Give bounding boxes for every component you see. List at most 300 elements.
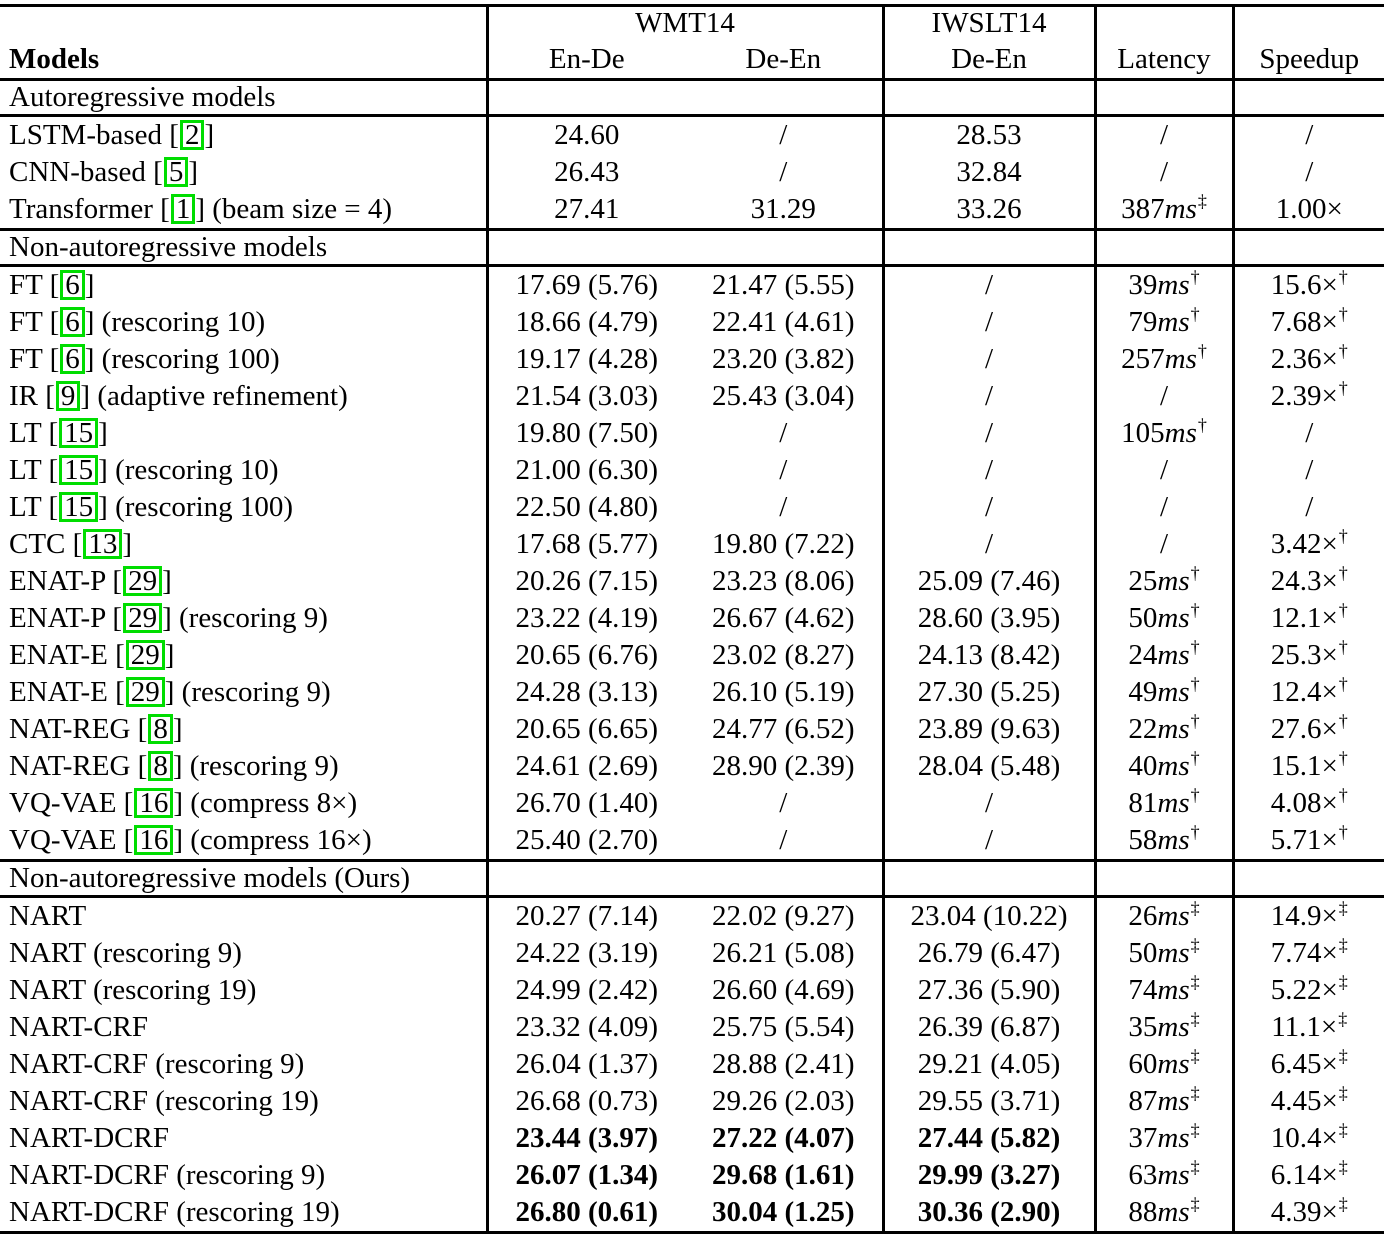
cell-model-name: VQ-VAE [ 16 ] (compress 16×) xyxy=(0,822,487,861)
cell-wmt-en-de: 23.32 (4.09) xyxy=(487,1009,685,1046)
citation-link[interactable]: 16 xyxy=(134,788,173,818)
cell-wmt-en-de: 26.43 xyxy=(487,154,685,191)
dagger-superscript: † xyxy=(1338,267,1348,287)
citation-link[interactable]: 6 xyxy=(60,307,85,337)
header-iwslt-de-en: De-En xyxy=(883,40,1095,80)
table-row xyxy=(0,154,1384,191)
dagger-superscript: ‡ xyxy=(1338,1083,1348,1103)
cell-iwslt-de-en: / xyxy=(883,266,1095,305)
cell-speedup: / xyxy=(1233,415,1384,452)
citation-link[interactable]: 8 xyxy=(148,714,173,744)
cell-model-name: LT [ 15 ] (rescoring 100) xyxy=(9,491,294,523)
latency-unit: ms xyxy=(1157,306,1190,338)
cell-wmt-en-de: 17.69 (5.76) xyxy=(487,266,685,305)
dagger-superscript: ‡ xyxy=(1190,1157,1200,1177)
cell-latency: / xyxy=(1095,154,1233,191)
cell-latency: 88ms‡ xyxy=(1095,1194,1233,1233)
section-title: Non-autoregressive models xyxy=(0,230,487,266)
citation-link[interactable]: 9 xyxy=(56,381,81,411)
table-row xyxy=(0,452,1384,489)
cell-model-name: FT [ 6 ] (rescoring 100) xyxy=(9,343,280,375)
cell-model-name: FT [ 6 ] (rescoring 10) xyxy=(9,306,266,338)
header-group-wmt14: WMT14 xyxy=(487,6,883,41)
cell-latency: 58ms† xyxy=(1095,822,1233,861)
cell-iwslt-de-en: 23.89 (9.63) xyxy=(883,711,1095,748)
cell-latency: 39ms† xyxy=(1095,266,1233,305)
cell-latency: 40ms† xyxy=(1095,748,1233,785)
cell-model-name: LT [ 15 ] (rescoring 10) xyxy=(9,454,279,486)
cell-model-name: NART-CRF (rescoring 9) xyxy=(9,1048,305,1080)
cell-speedup: / xyxy=(1233,489,1384,526)
cell-model-name: VQ-VAE [ 16 ] (compress 8×) xyxy=(9,787,358,819)
citation-link[interactable]: 15 xyxy=(59,492,98,522)
cell-wmt-en-de: 26.68 (0.73) xyxy=(487,1083,685,1120)
cell-iwslt-de-en: 26.79 (6.47) xyxy=(883,935,1095,972)
cell-wmt-en-de: 20.27 (7.14) xyxy=(487,897,685,936)
cell-latency: 35ms‡ xyxy=(1095,1009,1233,1046)
table-row xyxy=(0,489,1384,526)
cell-model-name: NART-DCRF (rescoring 19) xyxy=(9,1196,340,1228)
cell-model-name: LSTM-based [ 2 ] xyxy=(9,119,215,151)
table-row xyxy=(0,266,1384,305)
cell-wmt-en-de: 21.00 (6.30) xyxy=(487,452,685,489)
cell-wmt-en-de: 19.17 (4.28) xyxy=(487,341,685,378)
cell-model-name: NART-DCRF (rescoring 9) xyxy=(9,1159,326,1191)
dagger-superscript: † xyxy=(1338,304,1348,324)
cell-wmt-en-de: 23.22 (4.19) xyxy=(487,600,685,637)
cell-speedup: 12.4×† xyxy=(1233,674,1384,711)
cell-iwslt-de-en: 29.21 (4.05) xyxy=(883,1046,1095,1083)
dagger-superscript: ‡ xyxy=(1190,898,1200,918)
table-row xyxy=(0,897,1384,936)
cell-iwslt-de-en: 23.04 (10.22) xyxy=(883,897,1095,936)
cell-speedup: 6.14×‡ xyxy=(1233,1157,1384,1194)
cell-speedup: 14.9×‡ xyxy=(1233,897,1384,936)
section-row xyxy=(0,80,1384,116)
citation-link[interactable]: 1 xyxy=(171,194,196,224)
table-row xyxy=(0,526,1384,563)
cell-model-name: NART-CRF xyxy=(9,1011,149,1043)
cell-speedup: 2.39×† xyxy=(1233,378,1384,415)
dagger-superscript: † xyxy=(1338,711,1348,731)
section-empty-cell xyxy=(1095,80,1233,116)
dagger-superscript: † xyxy=(1338,637,1348,657)
cell-wmt-de-en: 26.67 (4.62) xyxy=(711,602,855,634)
dagger-superscript: † xyxy=(1338,748,1348,768)
cell-wmt-de-en: / xyxy=(779,787,788,819)
dagger-superscript: † xyxy=(1190,674,1200,694)
cell-wmt-en-de: 20.65 (6.76) xyxy=(487,637,685,674)
cell-speedup: 11.1×‡ xyxy=(1233,1009,1384,1046)
latency-unit: ms xyxy=(1157,639,1190,671)
cell-speedup: 25.3×† xyxy=(1233,637,1384,674)
cell-iwslt-de-en: 33.26 xyxy=(883,191,1095,230)
table-row xyxy=(0,341,1384,378)
cell-latency: 387ms‡ xyxy=(1095,191,1233,230)
latency-unit: ms xyxy=(1157,713,1190,745)
cell-wmt-de-en: 26.60 (4.69) xyxy=(711,974,855,1006)
table-row xyxy=(0,748,1384,785)
table-row xyxy=(0,116,1384,155)
dagger-superscript: ‡ xyxy=(1338,1046,1348,1066)
section-empty-cell xyxy=(883,230,1095,266)
cell-wmt-de-en: 30.04 (1.25) xyxy=(711,1196,855,1228)
cell-wmt-de-en: 22.02 (9.27) xyxy=(711,900,855,932)
dagger-superscript: † xyxy=(1190,822,1200,842)
cell-latency: 25ms† xyxy=(1095,563,1233,600)
table-row xyxy=(0,304,1384,341)
citation-link[interactable]: 15 xyxy=(59,418,98,448)
cell-model-name: NART-CRF (rescoring 19) xyxy=(9,1085,319,1117)
citation-link[interactable]: 6 xyxy=(60,344,85,374)
cell-iwslt-de-en: / xyxy=(883,785,1095,822)
cell-model-name: ENAT-E [ 29 ] (rescoring 9) xyxy=(9,676,331,708)
table-row xyxy=(0,785,1384,822)
latency-unit: ms xyxy=(1157,565,1190,597)
section-empty-cell xyxy=(1233,230,1384,266)
cell-speedup: 4.39×‡ xyxy=(1233,1194,1384,1233)
cell-speedup: 7.68×† xyxy=(1233,304,1384,341)
cell-wmt-en-de: 20.65 (6.65) xyxy=(487,711,685,748)
section-empty-cell xyxy=(487,230,685,266)
cell-wmt-en-de: 20.26 (7.15) xyxy=(487,563,685,600)
dagger-superscript: ‡ xyxy=(1190,1194,1200,1214)
cell-wmt-en-de: 21.54 (3.03) xyxy=(487,378,685,415)
cell-iwslt-de-en: 29.55 (3.71) xyxy=(883,1083,1095,1120)
dagger-superscript: † xyxy=(1190,563,1200,583)
table-row xyxy=(0,935,1384,972)
cell-iwslt-de-en: 27.30 (5.25) xyxy=(883,674,1095,711)
latency-unit: ms xyxy=(1164,193,1197,225)
cell-latency: 257ms† xyxy=(1095,341,1233,378)
dagger-superscript: † xyxy=(1190,711,1200,731)
header-wmt-en-de: En-De xyxy=(487,40,685,80)
citation-link[interactable]: 16 xyxy=(134,825,173,855)
dagger-superscript: † xyxy=(1197,341,1207,361)
table-row xyxy=(0,822,1384,861)
cell-wmt-de-en: 23.02 (8.27) xyxy=(711,639,855,671)
cell-iwslt-de-en: / xyxy=(883,378,1095,415)
table-row xyxy=(0,1083,1384,1120)
cell-wmt-en-de: 17.68 (5.77) xyxy=(487,526,685,563)
dagger-superscript: † xyxy=(1338,341,1348,361)
latency-unit: ms xyxy=(1157,750,1190,782)
cell-wmt-en-de: 24.61 (2.69) xyxy=(487,748,685,785)
header-group-row xyxy=(0,6,1384,41)
cell-wmt-en-de: 24.28 (3.13) xyxy=(487,674,685,711)
cell-wmt-de-en: 23.20 (3.82) xyxy=(711,343,855,375)
cell-wmt-de-en: 21.47 (5.55) xyxy=(711,269,855,301)
dagger-superscript: † xyxy=(1190,785,1200,805)
cell-model-name: IR [ 9 ] (adaptive refinement) xyxy=(9,380,348,412)
cell-model-name: NART xyxy=(9,900,87,932)
section-empty-cell xyxy=(1233,80,1384,116)
dagger-superscript: ‡ xyxy=(1338,898,1348,918)
cell-wmt-en-de: 18.66 (4.79) xyxy=(487,304,685,341)
table-row xyxy=(0,674,1384,711)
cell-latency: 63ms‡ xyxy=(1095,1157,1233,1194)
latency-unit: ms xyxy=(1157,1085,1190,1117)
section-row xyxy=(0,230,1384,266)
latency-unit: ms xyxy=(1157,269,1190,301)
dagger-superscript: † xyxy=(1338,563,1348,583)
citation-link[interactable]: 15 xyxy=(59,455,98,485)
dagger-superscript: ‡ xyxy=(1338,935,1348,955)
cell-wmt-de-en: 19.80 (7.22) xyxy=(711,528,855,560)
citation-link[interactable]: 29 xyxy=(126,640,165,670)
cell-latency: / xyxy=(1095,116,1233,155)
section-empty-cell xyxy=(685,80,883,116)
cell-wmt-de-en: / xyxy=(779,417,788,449)
cell-wmt-de-en: / xyxy=(779,491,788,523)
cell-iwslt-de-en: / xyxy=(883,489,1095,526)
citation-link[interactable]: 8 xyxy=(148,751,173,781)
header-speedup: Speedup xyxy=(1233,40,1384,80)
cell-wmt-en-de: 24.99 (2.42) xyxy=(487,972,685,1009)
cell-wmt-de-en: 24.77 (6.52) xyxy=(711,713,855,745)
cell-wmt-en-de: 26.70 (1.40) xyxy=(487,785,685,822)
dagger-superscript: † xyxy=(1190,267,1200,287)
header-models-spacer xyxy=(0,6,487,41)
cell-latency: 50ms‡ xyxy=(1095,935,1233,972)
cell-latency: 37ms‡ xyxy=(1095,1120,1233,1157)
cell-iwslt-de-en: / xyxy=(883,341,1095,378)
cell-wmt-de-en: / xyxy=(779,119,788,151)
cell-latency: / xyxy=(1095,452,1233,489)
cell-wmt-de-en: 31.29 xyxy=(685,191,883,230)
cell-latency: 79ms† xyxy=(1095,304,1233,341)
cell-latency: 22ms† xyxy=(1095,711,1233,748)
cell-iwslt-de-en: 27.44 (5.82) xyxy=(883,1120,1095,1157)
cell-iwslt-de-en: 25.09 (7.46) xyxy=(883,563,1095,600)
cell-wmt-en-de: 19.80 (7.50) xyxy=(487,415,685,452)
latency-unit: ms xyxy=(1157,1196,1190,1228)
cell-wmt-en-de: 27.41 xyxy=(487,191,685,230)
cell-iwslt-de-en: 28.53 xyxy=(883,116,1095,155)
latency-unit: ms xyxy=(1157,676,1190,708)
latency-unit: ms xyxy=(1164,417,1197,449)
dagger-superscript: ‡ xyxy=(1338,1120,1348,1140)
dagger-superscript: ‡ xyxy=(1338,1009,1348,1029)
cell-wmt-de-en: 25.75 (5.54) xyxy=(711,1011,855,1043)
cell-model-name: Transformer [ 1 ] (beam size = 4) xyxy=(0,191,487,230)
dagger-superscript: ‡ xyxy=(1338,1194,1348,1214)
latency-unit: ms xyxy=(1157,824,1190,856)
section-empty-cell xyxy=(1095,861,1233,897)
table-row xyxy=(0,1157,1384,1194)
table-row xyxy=(0,1009,1384,1046)
cell-speedup: 4.45×‡ xyxy=(1233,1083,1384,1120)
dagger-superscript: ‡ xyxy=(1190,935,1200,955)
cell-iwslt-de-en: / xyxy=(883,822,1095,861)
cell-wmt-de-en: / xyxy=(779,156,788,188)
header-latency: Latency xyxy=(1095,40,1233,80)
latency-unit: ms xyxy=(1157,1048,1190,1080)
dagger-superscript: ‡ xyxy=(1197,191,1207,211)
cell-speedup: 15.1×† xyxy=(1233,748,1384,785)
dagger-superscript: † xyxy=(1197,415,1207,435)
cell-speedup: 3.42×† xyxy=(1233,526,1384,563)
latency-unit: ms xyxy=(1157,1159,1190,1191)
dagger-superscript: † xyxy=(1338,674,1348,694)
cell-wmt-en-de: 26.07 (1.34) xyxy=(487,1157,685,1194)
cell-wmt-de-en: 27.22 (4.07) xyxy=(711,1122,855,1154)
dagger-superscript: † xyxy=(1190,637,1200,657)
latency-unit: ms xyxy=(1157,974,1190,1006)
cell-model-name: NART (rescoring 9) xyxy=(9,937,242,969)
cell-wmt-de-en: / xyxy=(779,454,788,486)
latency-unit: ms xyxy=(1157,1122,1190,1154)
cell-wmt-en-de: 23.44 (3.97) xyxy=(487,1120,685,1157)
dagger-superscript: † xyxy=(1338,785,1348,805)
citation-link[interactable]: 29 xyxy=(126,677,165,707)
cell-model-name: LT [ 15 ] xyxy=(9,417,108,449)
cell-iwslt-de-en: 26.39 (6.87) xyxy=(883,1009,1095,1046)
citation-link[interactable]: 2 xyxy=(180,120,205,150)
cell-wmt-en-de: 26.04 (1.37) xyxy=(487,1046,685,1083)
cell-model-name: CNN-based [ 5 ] xyxy=(9,156,199,188)
cell-wmt-de-en: 26.10 (5.19) xyxy=(711,676,855,708)
latency-unit: ms xyxy=(1157,900,1190,932)
cell-latency: / xyxy=(1095,378,1233,415)
cell-iwslt-de-en: 28.60 (3.95) xyxy=(883,600,1095,637)
cell-wmt-de-en: 23.23 (8.06) xyxy=(711,565,855,597)
cell-speedup: 6.45×‡ xyxy=(1233,1046,1384,1083)
header-models: Models xyxy=(0,40,487,80)
cell-wmt-de-en: 28.88 (2.41) xyxy=(711,1048,855,1080)
section-empty-cell xyxy=(1233,861,1384,897)
latency-unit: ms xyxy=(1157,1011,1190,1043)
dagger-superscript: ‡ xyxy=(1190,1120,1200,1140)
citation-link[interactable]: 6 xyxy=(60,270,85,300)
citation-link[interactable]: 13 xyxy=(83,529,122,559)
dagger-superscript: ‡ xyxy=(1190,1009,1200,1029)
cell-iwslt-de-en: / xyxy=(883,452,1095,489)
cell-iwslt-de-en: 32.84 xyxy=(883,154,1095,191)
cell-wmt-en-de: 24.60 xyxy=(487,116,685,155)
dagger-superscript: ‡ xyxy=(1338,972,1348,992)
cell-wmt-de-en: 25.43 (3.04) xyxy=(711,380,855,412)
citation-link[interactable]: 29 xyxy=(123,603,162,633)
cell-speedup: / xyxy=(1233,116,1384,155)
citation-link[interactable]: 5 xyxy=(164,157,189,187)
table-row xyxy=(0,637,1384,674)
dagger-superscript: † xyxy=(1338,600,1348,620)
dagger-superscript: ‡ xyxy=(1190,972,1200,992)
table-row xyxy=(0,600,1384,637)
table-row xyxy=(0,378,1384,415)
latency-unit: ms xyxy=(1164,343,1197,375)
cell-iwslt-de-en: / xyxy=(883,415,1095,452)
cell-latency: 60ms‡ xyxy=(1095,1046,1233,1083)
section-empty-cell xyxy=(487,861,685,897)
section-title: Autoregressive models xyxy=(0,80,487,116)
section-empty-cell xyxy=(685,861,883,897)
cell-speedup: 2.36×† xyxy=(1233,341,1384,378)
cell-model-name: NAT-REG [ 8 ] (rescoring 9) xyxy=(9,750,339,782)
cell-speedup: 5.22×‡ xyxy=(1233,972,1384,1009)
cell-wmt-de-en: 28.90 (2.39) xyxy=(711,750,855,782)
cell-latency: 81ms† xyxy=(1095,785,1233,822)
dagger-superscript: ‡ xyxy=(1190,1083,1200,1103)
table-row xyxy=(0,1194,1384,1233)
cell-model-name: ENAT-E [ 29 ] xyxy=(9,639,175,671)
cell-wmt-en-de: 24.22 (3.19) xyxy=(487,935,685,972)
latency-unit: ms xyxy=(1157,602,1190,634)
cell-model-name: CTC [ 13 ] xyxy=(9,528,132,560)
header-wmt-de-en: De-En xyxy=(685,40,883,80)
table-row xyxy=(0,711,1384,748)
cell-latency: 74ms‡ xyxy=(1095,972,1233,1009)
results-table xyxy=(0,4,1384,1234)
cell-wmt-de-en: / xyxy=(685,822,883,861)
dagger-superscript: ‡ xyxy=(1190,1046,1200,1066)
cell-latency: 105ms† xyxy=(1095,415,1233,452)
cell-speedup: / xyxy=(1233,154,1384,191)
cell-speedup: 12.1×† xyxy=(1233,600,1384,637)
cell-latency: 87ms‡ xyxy=(1095,1083,1233,1120)
cell-iwslt-de-en: 29.99 (3.27) xyxy=(883,1157,1095,1194)
cell-iwslt-de-en: 27.36 (5.90) xyxy=(883,972,1095,1009)
dagger-superscript: † xyxy=(1190,304,1200,324)
table-row xyxy=(0,191,1384,230)
table-row xyxy=(0,1120,1384,1157)
cell-model-name: NAT-REG [ 8 ] xyxy=(9,713,183,745)
cell-iwslt-de-en: 24.13 (8.42) xyxy=(883,637,1095,674)
cell-model-name: NART (rescoring 19) xyxy=(9,974,257,1006)
dagger-superscript: † xyxy=(1190,600,1200,620)
cell-speedup: 7.74×‡ xyxy=(1233,935,1384,972)
cell-iwslt-de-en: 30.36 (2.90) xyxy=(883,1194,1095,1233)
cell-latency: 50ms† xyxy=(1095,600,1233,637)
header-group-iwslt14: IWSLT14 xyxy=(883,6,1095,41)
header-columns-row xyxy=(0,40,1384,80)
table-row xyxy=(0,415,1384,452)
cell-wmt-de-en: 26.21 (5.08) xyxy=(711,937,855,969)
cell-speedup: 10.4×‡ xyxy=(1233,1120,1384,1157)
cell-wmt-en-de: 25.40 (2.70) xyxy=(487,822,685,861)
section-empty-cell xyxy=(1095,230,1233,266)
dagger-superscript: ‡ xyxy=(1338,1157,1348,1177)
cell-iwslt-de-en: / xyxy=(883,526,1095,563)
cell-latency: / xyxy=(1095,489,1233,526)
section-empty-cell xyxy=(685,230,883,266)
section-title: Non-autoregressive models (Ours) xyxy=(0,861,487,897)
latency-unit: ms xyxy=(1157,787,1190,819)
header-latency-spacer xyxy=(1095,6,1233,41)
cell-iwslt-de-en: 28.04 (5.48) xyxy=(883,748,1095,785)
cell-speedup: 24.3×† xyxy=(1233,563,1384,600)
cell-wmt-de-en: 29.68 (1.61) xyxy=(711,1159,855,1191)
cell-speedup: 15.6×† xyxy=(1233,266,1384,305)
cell-model-name: ENAT-P [ 29 ] xyxy=(9,565,172,597)
citation-link[interactable]: 29 xyxy=(123,566,162,596)
cell-latency: 49ms† xyxy=(1095,674,1233,711)
section-empty-cell xyxy=(883,861,1095,897)
dagger-superscript: † xyxy=(1338,822,1348,842)
dagger-superscript: † xyxy=(1338,378,1348,398)
table-row xyxy=(0,972,1384,1009)
section-empty-cell xyxy=(487,80,685,116)
latency-unit: ms xyxy=(1157,937,1190,969)
cell-speedup: 4.08×† xyxy=(1233,785,1384,822)
table-row xyxy=(0,1046,1384,1083)
cell-wmt-de-en: 29.26 (2.03) xyxy=(711,1085,855,1117)
dagger-superscript: † xyxy=(1190,748,1200,768)
cell-model-name: NART-DCRF xyxy=(9,1122,169,1154)
cell-speedup: 27.6×† xyxy=(1233,711,1384,748)
dagger-superscript: † xyxy=(1338,526,1348,546)
